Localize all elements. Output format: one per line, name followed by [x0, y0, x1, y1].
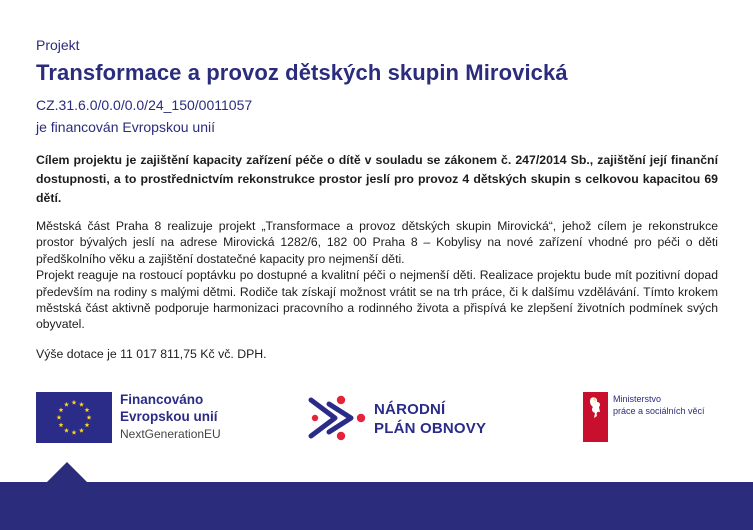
body-paragraph-1: Městská část Praha 8 realizuje projekt „Transformace a provoz dětských skupin Mirovická“, jehož cílem je rekonstrukce prostor bývalých jeslí na adrese Mirovická 1282/6, 182 00 Praha 8 – Kobylisy na nové zařízení vhodné pro péči o děti předškolního věku a zajištění dostatečné kapacity pro nejmenší děti. [36, 219, 718, 266]
eu-star-icon [72, 430, 77, 435]
npo-logo-line1: NÁRODNÍ [374, 401, 446, 418]
eu-star-icon [59, 422, 64, 427]
eu-logo-line2: Evropskou unií [120, 409, 218, 424]
body-paragraph-2: Projekt reaguje na rostoucí poptávku po dostupné a kvalitní péči o nejmenší děti. Realizace projektu bude mít pozitivní dopad především na rodiny s malými dětmi. Rodiče tak získají možnost vrátit se na trh práce, či k dalšímu vzdělávání. Tímto krokem městská část aktivně podporuje harmonizaci pracovního a rodinného života a přispívá ke zlepšení životních podmínek svých obyvatel. [36, 268, 718, 332]
npo-logo-text [374, 400, 486, 438]
mpsv-emblem-icon [583, 392, 608, 442]
eu-star-icon [64, 402, 69, 407]
financing-note: je financován Evropskou unií [36, 119, 215, 135]
footer-band [0, 482, 753, 530]
project-label: Projekt [36, 37, 80, 53]
npo-logo-icon [305, 392, 371, 444]
subsidy-amount: Výše dotace je 11 017 811,75 Kč vč. DPH. [36, 347, 267, 361]
eu-star-icon [57, 415, 62, 420]
eu-star-icon [85, 407, 90, 412]
eu-logo-line3: NextGenerationEU [120, 427, 221, 441]
eu-flag-icon [36, 392, 112, 443]
mpsv-logo-line2: práce a sociálních věcí [613, 406, 705, 416]
eu-star-icon [87, 415, 92, 420]
lead-paragraph: Cílem projektu je zajištění kapacity zařízení péče o dítě v souladu se zákonem č. 247/2014 Sb., zajištění její finanční dostupnosti, a to prostřednictvím rekonstrukce prostor jeslí pro provoz 4 dětských skupin s celkovou kapacitou 69 dětí. [36, 153, 718, 205]
eu-logo-text [120, 391, 221, 443]
footer-notch [47, 462, 87, 482]
eu-star-icon [64, 428, 69, 433]
mpsv-logo-line1: Ministerstvo [613, 394, 662, 404]
project-code: CZ.31.6.0/0.0/0.0/24_150/0011057 [36, 97, 253, 113]
eu-logo-line1: Financováno [120, 392, 204, 407]
eu-star-icon [79, 428, 84, 433]
npo-logo-line2: PLÁN OBNOVY [374, 420, 487, 437]
eu-star-icon [79, 402, 84, 407]
eu-star-icon [85, 422, 90, 427]
mpsv-logo-text [613, 393, 705, 417]
project-title: Transformace a provoz dětských skupin Mirovická [36, 60, 568, 85]
eu-star-icon [59, 407, 64, 412]
body-text [36, 218, 718, 333]
eu-star-icon [72, 400, 77, 405]
